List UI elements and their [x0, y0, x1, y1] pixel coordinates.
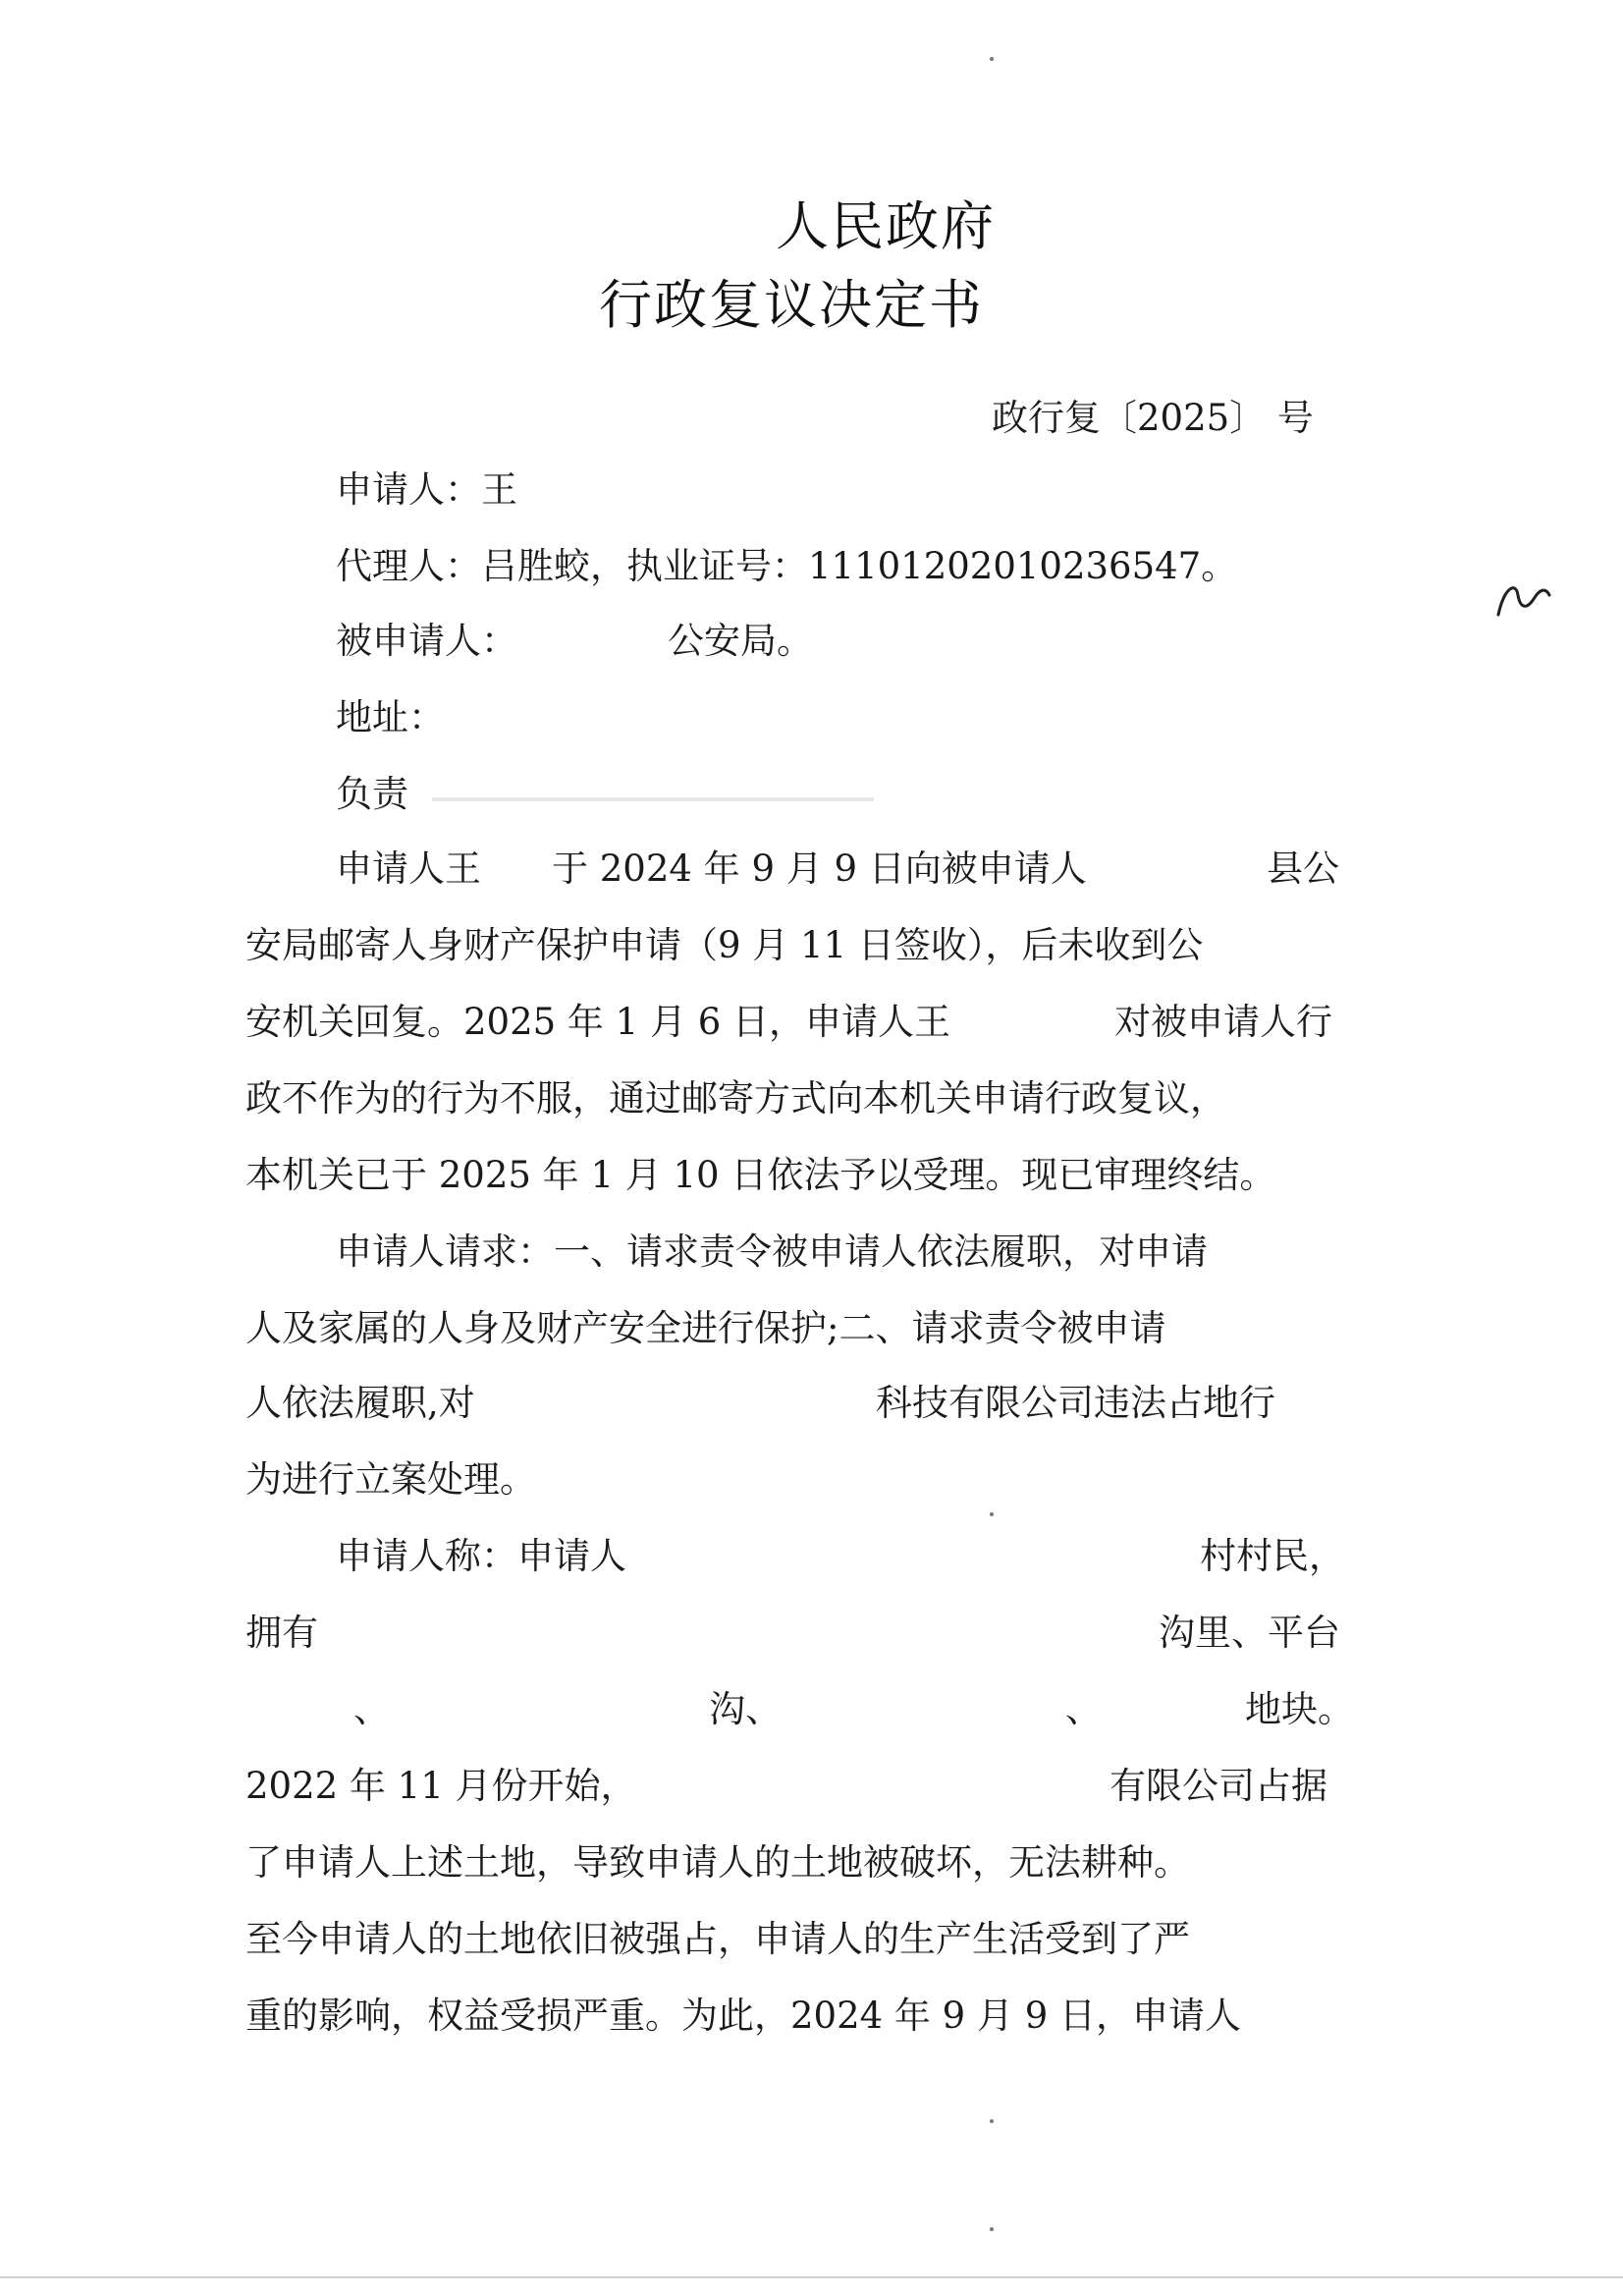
scan-speck: [990, 2119, 994, 2123]
respondent-label: 被申请人：: [336, 620, 517, 662]
para1-line1-a: 申请人王: [336, 847, 481, 890]
para2-line3-b: 科技有限公司违法占地行: [876, 1382, 1275, 1424]
para3-line1-b: 村村民，: [1200, 1535, 1345, 1577]
para3-line4-a: 2022 年 11 月份开始，: [245, 1765, 637, 1807]
para1-line3-a: 安机关回复。2025 年 1 月 6 日，申请人王: [245, 1001, 951, 1043]
para1-line1-c: 县公: [1267, 847, 1339, 890]
scan-bottom-edge: [0, 2276, 1623, 2278]
para1-line4: 政不作为的行为不服，通过邮寄方式向本机关申请行政复议，: [245, 1077, 1226, 1120]
para3-line3-b: 沟、: [709, 1688, 782, 1730]
para3-line2-a: 拥有: [245, 1612, 318, 1654]
handwritten-page-mark: [1494, 577, 1553, 625]
scan-speck: [990, 57, 994, 61]
para3-line3-c: 、: [1065, 1688, 1102, 1730]
para3-line3-a: 、: [353, 1688, 390, 1730]
para3-line3-d: 地块。: [1245, 1688, 1354, 1730]
para1-line3-b: 对被申请人行: [1114, 1001, 1332, 1043]
document-title: 行政复议决定书: [599, 274, 984, 336]
agent-line: 代理人：吕胜蛟，执业证号：11101202010236547。: [336, 545, 1238, 587]
para3-line6: 至今申请人的土地依旧被强占，申请人的生产生活受到了严: [245, 1918, 1190, 1960]
scan-speck: [990, 2227, 994, 2231]
document-number: 政行复〔2025〕 号: [992, 397, 1314, 439]
para2-line1: 申请人请求：一、请求责令被申请人依法履职，对申请: [336, 1230, 1208, 1273]
respondent-name: 公安局。: [668, 620, 813, 662]
para2-line4: 为进行立案处理。: [245, 1458, 536, 1501]
para2-line3-a: 人依法履职,对: [245, 1382, 475, 1424]
para1-line2: 安局邮寄人身财产保护申请（9 月 11 日签收），后未收到公: [245, 924, 1204, 966]
responsible-label: 负责: [336, 773, 408, 815]
para2-line2: 人及家属的人身及财产安全进行保护;二、请求责令被申请: [245, 1307, 1166, 1349]
applicant-line: 申请人：王: [336, 468, 517, 511]
address-label: 地址：: [336, 696, 445, 738]
scan-speck: [990, 1512, 994, 1516]
para3-line5: 了申请人上述土地，导致申请人的土地被破坏，无法耕种。: [245, 1841, 1190, 1884]
redacted-area: [432, 797, 874, 801]
para1-line1-b: 于 2024 年 9 月 9 日向被申请人: [552, 847, 1087, 890]
para1-line5: 本机关已于 2025 年 1 月 10 日依法予以受理。现已审理终结。: [245, 1154, 1276, 1196]
para3-line2-b: 沟里、平台: [1159, 1612, 1340, 1654]
para3-line1-a: 申请人称：申请人: [336, 1535, 626, 1577]
para3-line4-b: 有限公司占据: [1109, 1765, 1327, 1807]
issuer-title: 人民政府: [776, 195, 996, 257]
para3-line7: 重的影响，权益受损严重。为此，2024 年 9 月 9 日，申请人: [245, 1995, 1242, 2037]
